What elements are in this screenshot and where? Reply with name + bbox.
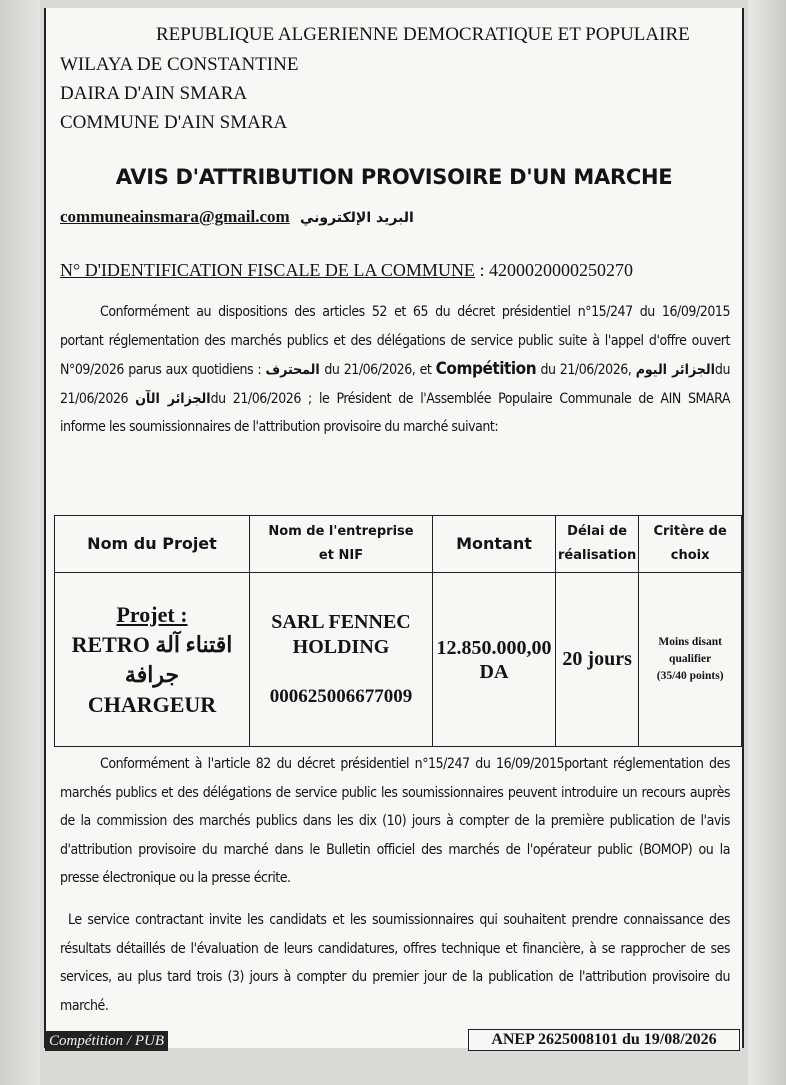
wilaya-line: WILAYA DE CONSTANTINE (60, 54, 299, 75)
cell-critere (639, 573, 742, 747)
announcement-box (44, 8, 744, 1048)
projet-label: Projet : (116, 601, 188, 627)
notice-title: AVIS D'ATTRIBUTION PROVISOIRE D'UN MARCHE (115, 165, 673, 189)
table-header-row (55, 516, 742, 573)
critere-l3: (35/40 points) (656, 670, 724, 682)
recours-paragraph (60, 750, 730, 893)
cell-montant (433, 573, 556, 747)
fiscal-id-label: N° D'IDENTIFICATION FISCALE DE LA COMMUNE (60, 260, 475, 280)
intro-paragraph (60, 298, 730, 442)
anep-reference: ANEP 2625008101 du 19/08/2026 (468, 1029, 740, 1051)
entreprise-name-l1: SARL FENNEC (271, 611, 411, 633)
projet-arabic: اقتناء آلة جرافة (124, 631, 233, 687)
email-address: communeainsmara@gmail.com (60, 207, 290, 226)
projet-chargeur: CHARGEUR (87, 691, 217, 717)
fiscal-id-row (60, 260, 633, 281)
cell-projet (55, 573, 250, 747)
critere-l1: Moins disant (658, 636, 722, 648)
header-entreprise-l2: et NIF (318, 548, 364, 563)
newspaper-name-2: الجزائر اليوم (635, 362, 715, 379)
header-montant: Montant (433, 516, 556, 573)
invitation-text: Le service contractant invite les candidats et les soumissionnaires qui souhaitent prendre connaissance des résultats détaillés de l'évaluation de leurs candidatures, offres technique et financière, à se rapprocher de ses services, au plus tard trois (3) jours à compter du premier jour de la publication de l'attribution provisoire du marché. (60, 912, 730, 1014)
header-projet: Nom du Projet (55, 516, 250, 573)
entreprise-name-l2: HOLDING (292, 636, 390, 658)
header-delai-l1: Délai de (567, 524, 628, 539)
attribution-table (54, 515, 742, 747)
commune-line: COMMUNE D'AIN SMARA (60, 112, 288, 133)
header-delai (556, 516, 639, 573)
cell-entreprise (250, 573, 433, 747)
header-critere (639, 516, 742, 573)
projet-retro: RETRO (71, 631, 150, 657)
header-delai-l2: réalisation (558, 548, 637, 563)
republic-heading: REPUBLIQUE ALGERIENNE DEMOCRATIQUE ET POPULAIRE (156, 24, 690, 45)
header-entreprise-l1: Nom de l'entreprise (268, 524, 414, 539)
newspaper-background-left (0, 0, 40, 1085)
intro-text-3: du 21/06/2026, (540, 362, 632, 379)
montant-currency: DA (479, 660, 509, 683)
source-label: Compétition / PUB (45, 1031, 168, 1051)
header-entreprise (250, 516, 433, 573)
newspaper-background-right (748, 0, 786, 1085)
intro-text-4: du 21/06/2026 (60, 362, 731, 407)
header-critere-l2: choix (670, 548, 710, 563)
newspaper-name-1: المحترف (265, 362, 320, 379)
intro-text-1: Conformément au dispositions des articles 52 et 65 du décret présidentiel n°15/247 du 16/09/2015 portant réglementation des marchés publics et des délégations de service public suite à l'appel d'offre ouvert N°09/2026 parus aux quotidiens : (60, 304, 730, 379)
daira-line: DAIRA D'AIN SMARA (60, 83, 248, 104)
newspaper-competition: Compétition (435, 359, 537, 380)
fiscal-id-value: : 4200020000250270 (479, 260, 633, 280)
intro-text-5: du 21/06/2026 ; le Président de l'Assemblée Populaire Communale de AIN SMARA informe les soumissionnaires de l'attribution provisoire du marché suivant: (60, 390, 730, 436)
email-label-arabic: البريد الإلكتروني (299, 210, 414, 226)
entreprise-nif: 000625006677009 (269, 686, 413, 707)
critere-l2: qualifier (669, 653, 712, 665)
table-row (55, 573, 742, 747)
invitation-paragraph (60, 906, 730, 1020)
intro-text-2: du 21/06/2026, et (324, 362, 432, 379)
email-row (60, 207, 414, 227)
recours-text: Conformément à l'article 82 du décret présidentiel n°15/247 du 16/09/2015portant réglementation des marchés publics et des délégations de service public les soumissionnaires peuvent introduire un recours auprès de la commission des marchés publics dans les dix (10) jours à compter de la première publication de l'avis d'attribution provisoire du marché dans le Bulletin officiel des marchés de l'opérateur public (BOMOP) ou la presse électronique ou la presse écrite. (60, 756, 730, 887)
header-critere-l1: Critère de (653, 524, 727, 539)
montant-value: 12.850.000,00 (436, 636, 552, 659)
cell-delai: 20 jours (556, 573, 639, 747)
newspaper-name-3: الجزائر الآن (135, 390, 211, 407)
